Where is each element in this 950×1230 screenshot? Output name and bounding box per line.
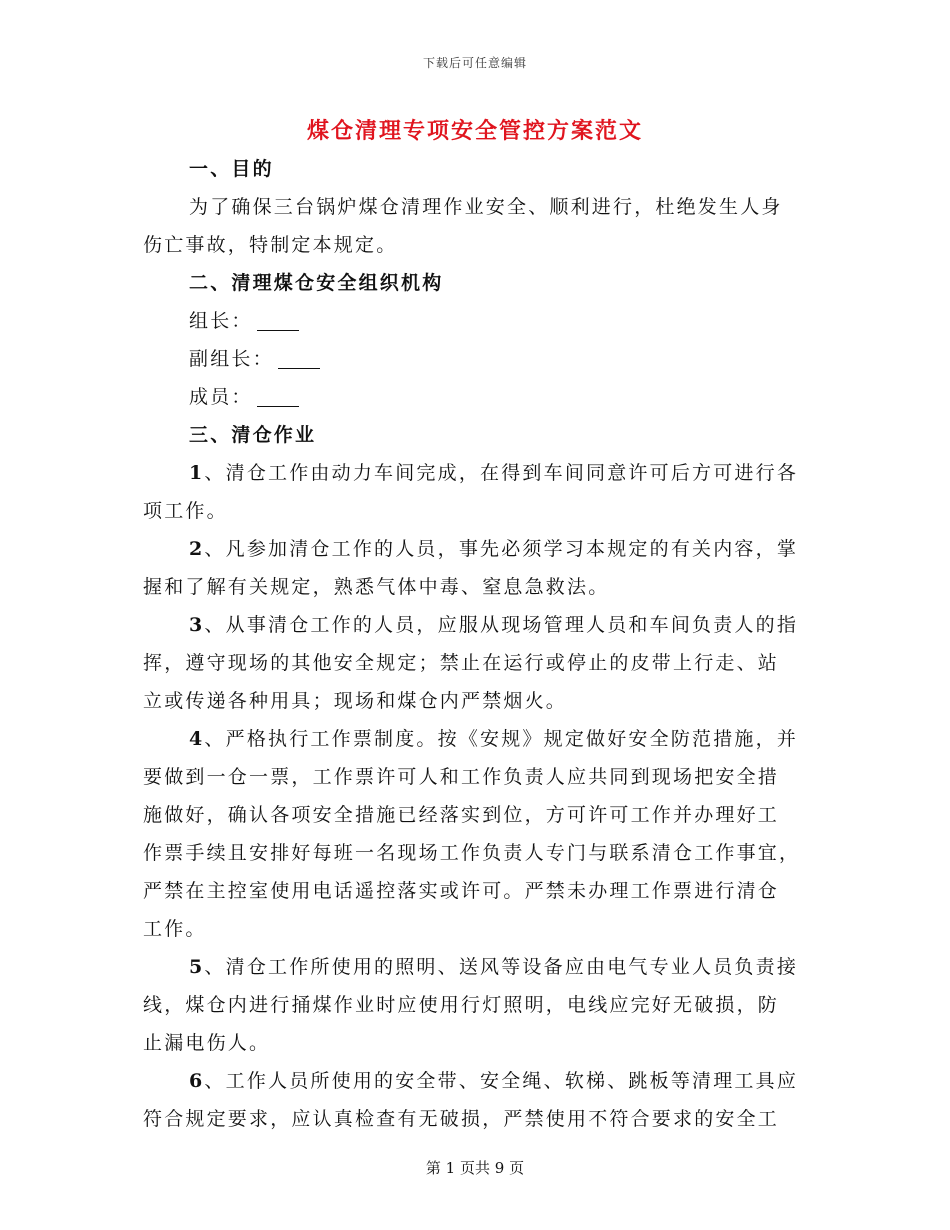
deputy-field: [143, 340, 810, 378]
header-note: 下载后可任意编辑: [422, 56, 527, 70]
item-number: 3: [189, 614, 205, 636]
paragraph-line: 严禁在主控室使用电话遥控落实或许可。严禁未办理工作票进行清仓: [143, 880, 780, 902]
document-title: 煤仓清理专项安全管控方案范文: [306, 118, 643, 144]
deputy-blank: [278, 348, 320, 369]
paragraph-line: 作票手续且安排好每班一名现场工作负责人专门与联系清仓工作事宜，: [143, 842, 801, 864]
paragraph-line: 项工作。: [143, 500, 228, 522]
item-number: 6: [189, 1070, 205, 1092]
list-item: [143, 1062, 810, 1138]
page-footer: 第 1 页共 9 页: [425, 1159, 525, 1177]
section-heading: 三、清仓作业: [189, 424, 317, 446]
section-heading: 二、清理煤仓安全组织机构: [189, 272, 444, 294]
paragraph-line: 挥，遵守现场的其他安全规定；禁止在运行或停止的皮带上行走、站: [143, 652, 780, 674]
paragraph-line: [143, 454, 810, 492]
item-number: 5: [189, 956, 205, 978]
item-text: 、清仓工作所使用的照明、送风等设备应由电气专业人员负责接: [204, 956, 799, 978]
members-blank: [257, 386, 299, 407]
item-text: 、严格执行工作票制度。按《安规》规定做好安全防范措施，并: [204, 728, 799, 750]
leader-label: 组长：: [189, 310, 253, 332]
paragraph-line: 止漏电伤人。: [143, 1032, 271, 1054]
section-heading: 一、目的: [189, 158, 274, 180]
paragraph-line: [143, 530, 810, 568]
item-number: 2: [189, 538, 205, 560]
item-list: [143, 454, 810, 1138]
paragraph-line: 符合规定要求，应认真检查有无破损，严禁使用不符合要求的安全工: [143, 1108, 780, 1130]
paragraph-line: [143, 948, 810, 986]
document-body: [143, 150, 810, 1138]
item-text: 、凡参加清仓工作的人员，事先必须学习本规定的有关内容，掌: [204, 538, 799, 560]
list-item: [143, 454, 810, 530]
paragraph-line: 立或传递各种用具；现场和煤仓内严禁烟火。: [143, 690, 568, 712]
paragraph-line: 握和了解有关规定，熟悉气体中毒、窒息急救法。: [143, 576, 610, 598]
item-number: 1: [189, 462, 205, 484]
members-label: 成员：: [189, 386, 253, 408]
list-item: [143, 948, 810, 1062]
list-item: [143, 720, 810, 948]
paragraph-line: [143, 1062, 810, 1100]
list-item: [143, 530, 810, 606]
list-item: [143, 606, 810, 720]
paragraph-line: [143, 606, 810, 644]
paragraph-line: 为了确保三台锅炉煤仓清理作业安全、顺利进行，杜绝发生人身: [189, 196, 783, 218]
item-text: 、清仓工作由动力车间完成，在得到车间同意许可后方可进行各: [204, 462, 799, 484]
members-field: [143, 378, 810, 416]
paragraph-line: 施做好，确认各项安全措施已经落实到位，方可许可工作并办理好工: [143, 804, 780, 826]
paragraph-line: 工作。: [143, 918, 207, 940]
deputy-label: 副组长：: [189, 348, 274, 370]
item-text: 、从事清仓工作的人员，应服从现场管理人员和车间负责人的指: [204, 614, 799, 636]
paragraph-line: [143, 720, 810, 758]
item-text: 、工作人员所使用的安全带、安全绳、软梯、跳板等清理工具应: [204, 1070, 799, 1092]
leader-blank: [257, 310, 299, 331]
paragraph-line: 线，煤仓内进行捅煤作业时应使用行灯照明，电线应完好无破损，防: [143, 994, 780, 1016]
leader-field: [143, 302, 810, 340]
item-number: 4: [189, 728, 205, 750]
paragraph-line: 要做到一仓一票，工作票许可人和工作负责人应共同到现场把安全措: [143, 766, 780, 788]
paragraph-line: 伤亡事故，特制定本规定。: [143, 234, 398, 256]
